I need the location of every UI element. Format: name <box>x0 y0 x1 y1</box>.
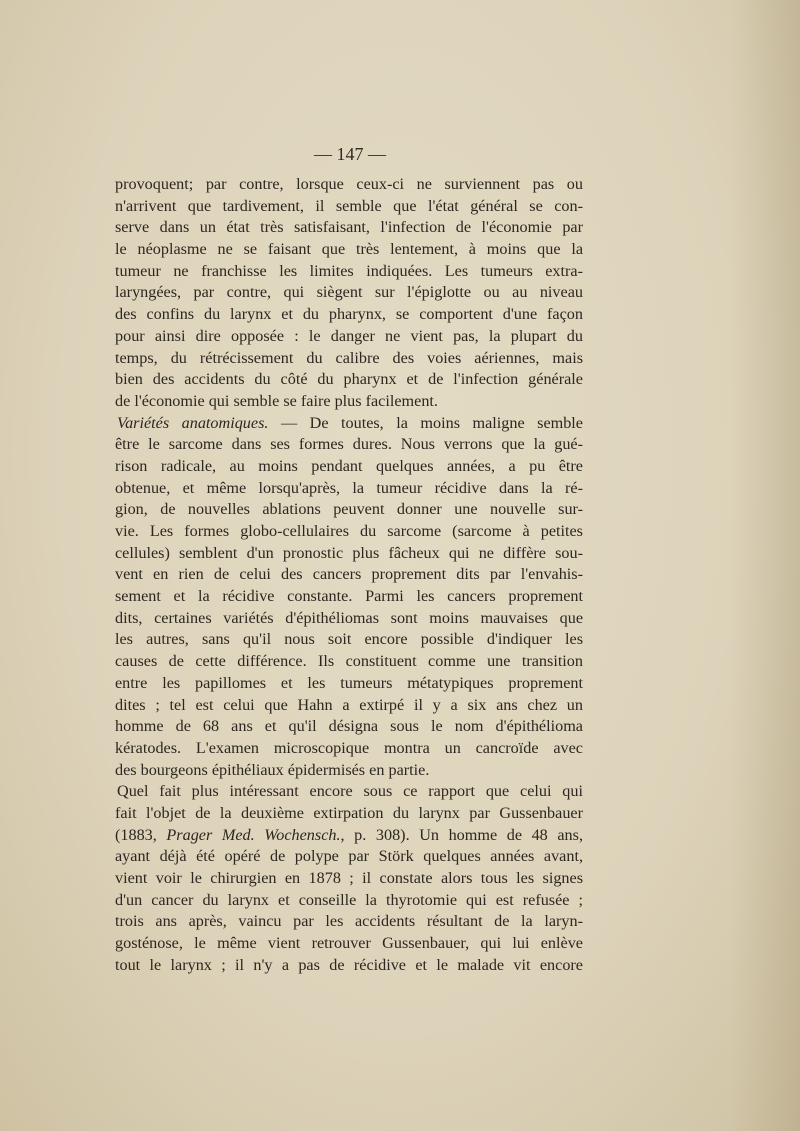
text-segment: kératodes. L'examen microscopique montra un cancroïde avec <box>115 738 583 757</box>
text-line <box>115 911 583 933</box>
text-line <box>115 478 583 500</box>
text-segment: ayant déjà été opéré de polype par Störk quelques années avant, <box>115 847 583 866</box>
text-segment: n'arrivent que tardivement, il semble que l'état général se con- <box>115 196 583 215</box>
text-line <box>115 369 583 391</box>
text-segment: cellules) semblent d'un pronostic plus fâcheux qui ne diffère sou- <box>115 543 583 562</box>
text-line <box>115 781 583 803</box>
text-line <box>115 456 583 478</box>
text-line <box>115 564 583 586</box>
text-line <box>115 846 583 868</box>
text-segment: vie. Les formes globo-cellulaires du sarcome (sarcome à petites <box>115 522 583 540</box>
text-segment: dites ; tel est celui que Hahn a extirpé il y a six ans chez un <box>115 695 583 714</box>
text-line <box>115 282 583 304</box>
text-segment: laryngées, par contre, qui siègent sur l'épiglotte ou au niveau <box>115 283 583 302</box>
text-line <box>115 760 583 782</box>
text-segment: sement et la récidive constante. Parmi les cancers proprement <box>115 587 583 606</box>
text-segment: des confins du larynx et du pharynx, se comportent d'une façon <box>115 305 583 324</box>
text-segment: pour ainsi dire opposée : le danger ne vient pas, la plupart du <box>115 326 583 345</box>
text-line <box>115 716 583 738</box>
text-segment: (1883, <box>115 825 167 844</box>
text-line <box>115 586 583 608</box>
text-segment: — De toutes, la moins maligne semble <box>268 413 583 432</box>
text-segment: être le sarcome dans ses formes dures. Nous verrons que la gué- <box>115 435 583 454</box>
text-line <box>115 868 583 890</box>
text-line <box>115 196 583 218</box>
text-segment: vient voir le chirurgien en 1878 ; il constate alors tous les signes <box>115 869 583 887</box>
text-line <box>115 217 583 239</box>
text-segment: dits, certaines variétés d'épithéliomas sont moins mauvaises que <box>115 608 583 627</box>
text-line <box>115 348 583 370</box>
text-segment: vent en rien de celui des cancers proprement dits par l'envahis- <box>115 565 583 584</box>
text-line <box>115 825 583 847</box>
text-line <box>115 890 583 912</box>
text-line <box>115 738 583 760</box>
text-line <box>115 543 583 565</box>
text-line <box>115 261 583 283</box>
text-line <box>115 326 583 348</box>
text-segment: fait l'objet de la deuxième extirpation du larynx par Gussenbauer <box>115 803 583 822</box>
text-line <box>115 413 583 435</box>
text-segment: gosténose, le même vient retrouver Gussenbauer, qui lui enlève <box>115 934 583 953</box>
italic-text: Variétés anatomiques. <box>117 413 269 432</box>
text-segment: , p. 308). Un homme de 48 ans, <box>340 825 583 844</box>
text-segment: d'un cancer du larynx et conseille la thyrotomie qui est refusée ; <box>115 890 583 909</box>
text-segment: tumeur ne franchisse les limites indiquées. Les tumeurs extra- <box>115 261 583 280</box>
page-edge-shadow <box>730 0 800 1131</box>
text-line <box>115 933 583 955</box>
text-line <box>115 174 583 196</box>
text-line <box>115 521 583 543</box>
text-line <box>115 499 583 521</box>
text-segment: les autres, sans qu'il nous soit encore possible d'indiquer les <box>115 630 583 649</box>
text-line <box>115 695 583 717</box>
text-line <box>115 673 583 695</box>
text-segment: causes de cette différence. Ils constituent comme une transition <box>115 652 583 671</box>
text-segment: tout le larynx ; il n'y a pas de récidive et le malade vit encore <box>115 955 583 974</box>
text-segment: homme de 68 ans et qu'il désigna sous le nom d'épithélioma <box>115 717 583 736</box>
text-segment: serve dans un état très satisfaisant, l'infection de l'économie par <box>115 218 583 237</box>
italic-text: Prager Med. Wochensch. <box>166 825 341 844</box>
text-line <box>115 434 583 456</box>
text-segment: bien des accidents du côté du pharynx et de l'infection générale <box>115 370 583 389</box>
body-text <box>115 174 583 976</box>
text-segment: trois ans après, vaincu par les accidents résultant de la laryn- <box>115 912 583 931</box>
page-number: — 147 — <box>314 144 386 164</box>
text-segment: des bourgeons épithéliaux épidermisés en partie. <box>115 760 430 779</box>
text-segment: temps, du rétrécissement du calibre des voies aériennes, mais <box>115 348 583 367</box>
text-segment: entre les papillomes et les tumeurs métatypiques proprement <box>115 673 583 692</box>
text-line <box>115 955 583 977</box>
text-segment: gion, de nouvelles ablations peuvent donner une nouvelle sur- <box>115 500 583 519</box>
text-line <box>115 304 583 326</box>
text-segment: obtenue, et même lorsqu'après, la tumeur récidive dans la ré- <box>115 478 583 497</box>
text-segment: provoquent; par contre, lorsque ceux-ci ne surviennent pas ou <box>115 175 583 193</box>
text-segment: Quel fait plus intéressant encore sous ce rapport que celui qui <box>117 782 583 801</box>
text-segment: le néoplasme ne se faisant que très lentement, à moins que la <box>115 240 583 259</box>
text-segment: de l'économie qui semble se faire plus facilement. <box>115 391 438 410</box>
text-line <box>115 239 583 261</box>
text-line <box>115 803 583 825</box>
text-line <box>115 651 583 673</box>
text-line <box>115 629 583 651</box>
text-line <box>115 608 583 630</box>
text-line <box>115 391 583 413</box>
text-segment: rison radicale, au moins pendant quelques années, a pu être <box>115 456 583 475</box>
